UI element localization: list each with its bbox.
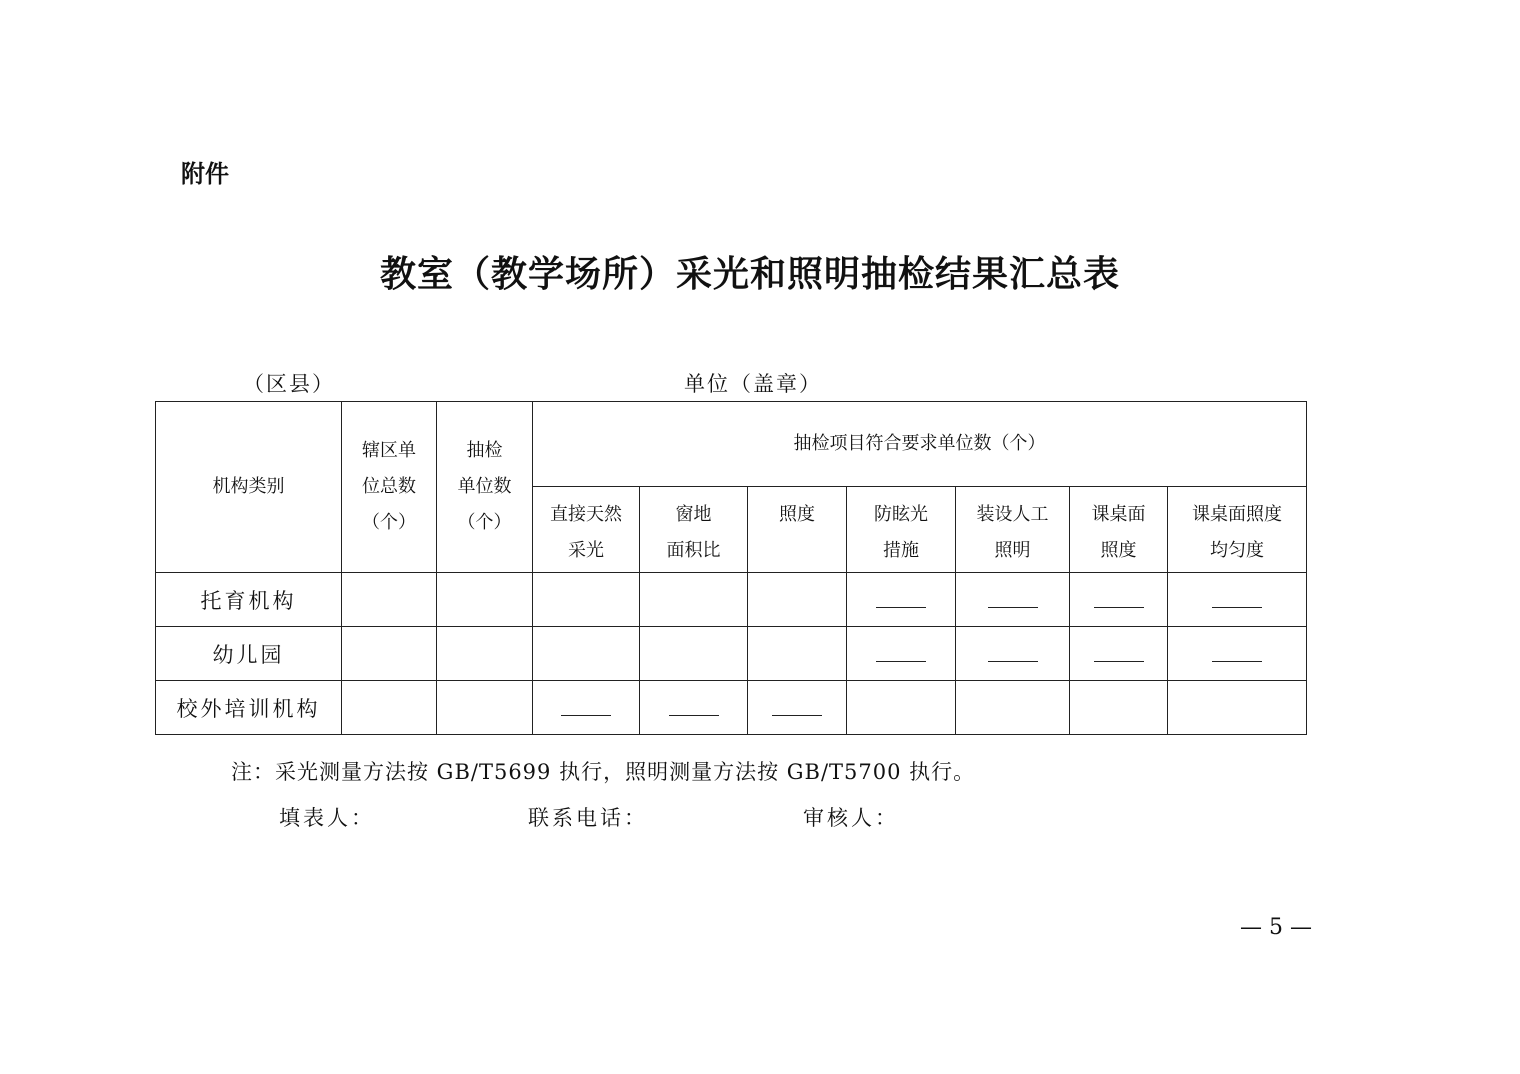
header-artificial-lighting <box>956 487 1070 573</box>
table-cell <box>640 627 748 681</box>
not-applicable-dash <box>988 661 1038 662</box>
table-cell <box>748 627 847 681</box>
table-cell <box>1070 573 1168 627</box>
header-line: 课桌面 <box>1091 504 1146 525</box>
header-compliance-group: 抽检项目符合要求单位数（个） <box>533 402 1307 487</box>
not-applicable-dash <box>669 715 719 716</box>
header-natural-daylight <box>533 487 640 573</box>
header-line: 课桌面照度 <box>1192 504 1282 525</box>
table-cell <box>640 573 748 627</box>
not-applicable-dash <box>1212 661 1262 662</box>
not-applicable-dash <box>1212 607 1262 608</box>
table-row <box>156 681 1307 735</box>
header-line: 抽检 <box>466 440 503 461</box>
header-line: 单位数 <box>457 476 512 497</box>
table-cell <box>1168 681 1307 735</box>
header-line: （个） <box>457 512 512 533</box>
header-anti-glare <box>847 487 956 573</box>
header-line: 采光 <box>568 540 604 561</box>
table-cell <box>437 627 533 681</box>
document-title: 教室（教学场所）采光和照明抽检结果汇总表 <box>379 253 1120 295</box>
header-line: 装设人工 <box>976 504 1049 525</box>
table-cell <box>533 681 640 735</box>
table-cell <box>533 573 640 627</box>
header-line: 面积比 <box>666 540 721 561</box>
table-cell <box>956 627 1070 681</box>
header-line: 直接天然 <box>550 504 622 525</box>
table-cell <box>847 681 956 735</box>
table-cell <box>956 573 1070 627</box>
table-row <box>156 627 1307 681</box>
filler-label: 填表人： <box>279 806 375 830</box>
not-applicable-dash <box>772 715 822 716</box>
table-cell <box>847 627 956 681</box>
row-label: 幼儿园 <box>156 627 342 681</box>
header-sampled-units <box>437 402 533 573</box>
header-line: 均匀度 <box>1210 540 1264 561</box>
reviewer-label: 审核人： <box>803 806 899 830</box>
row-label: 托育机构 <box>156 573 342 627</box>
not-applicable-dash <box>561 715 611 716</box>
header-desk-uniformity <box>1168 487 1307 573</box>
header-line: 辖区单 <box>362 440 416 461</box>
phone-label: 联系电话： <box>528 806 648 830</box>
table-cell <box>437 573 533 627</box>
header-category: 机构类别 <box>156 402 342 573</box>
header-line: 照度 <box>779 504 815 525</box>
district-label: （区县） <box>243 372 335 396</box>
not-applicable-dash <box>876 607 926 608</box>
unit-stamp-label: 单位（盖章） <box>684 372 822 396</box>
not-applicable-dash <box>1094 661 1144 662</box>
table-body <box>156 573 1307 735</box>
header-window-floor-ratio <box>640 487 748 573</box>
table-cell <box>342 573 437 627</box>
table-cell <box>533 627 640 681</box>
table-cell <box>1070 627 1168 681</box>
header-line: （个） <box>362 512 416 533</box>
header-desk-illuminance <box>1070 487 1168 573</box>
row-label: 校外培训机构 <box>156 681 342 735</box>
table-cell <box>748 681 847 735</box>
table-cell <box>1168 573 1307 627</box>
summary-table <box>155 401 1307 735</box>
table-cell <box>1070 681 1168 735</box>
table-cell <box>956 681 1070 735</box>
table-cell <box>748 573 847 627</box>
table-cell <box>342 627 437 681</box>
header-line: 措施 <box>883 540 919 561</box>
page-number: — 5 — <box>1240 915 1312 940</box>
not-applicable-dash <box>988 607 1038 608</box>
not-applicable-dash <box>1094 607 1144 608</box>
table-cell <box>640 681 748 735</box>
header-line: 照明 <box>994 540 1031 561</box>
table-cell <box>1168 627 1307 681</box>
header-total-units <box>342 402 437 573</box>
table-cell <box>437 681 533 735</box>
header-line: 位总数 <box>362 476 416 497</box>
attachment-label: 附件 <box>181 160 229 188</box>
header-illuminance <box>748 487 847 573</box>
header-line: 窗地 <box>675 504 712 525</box>
not-applicable-dash <box>876 661 926 662</box>
note: 注：采光测量方法按 GB/T5699 执行，照明测量方法按 GB/T5700 执行。 <box>231 760 976 784</box>
table-row <box>156 573 1307 627</box>
table-cell <box>342 681 437 735</box>
table-cell <box>847 573 956 627</box>
header-line: 照度 <box>1100 540 1137 561</box>
header-line: 防眩光 <box>874 504 928 525</box>
